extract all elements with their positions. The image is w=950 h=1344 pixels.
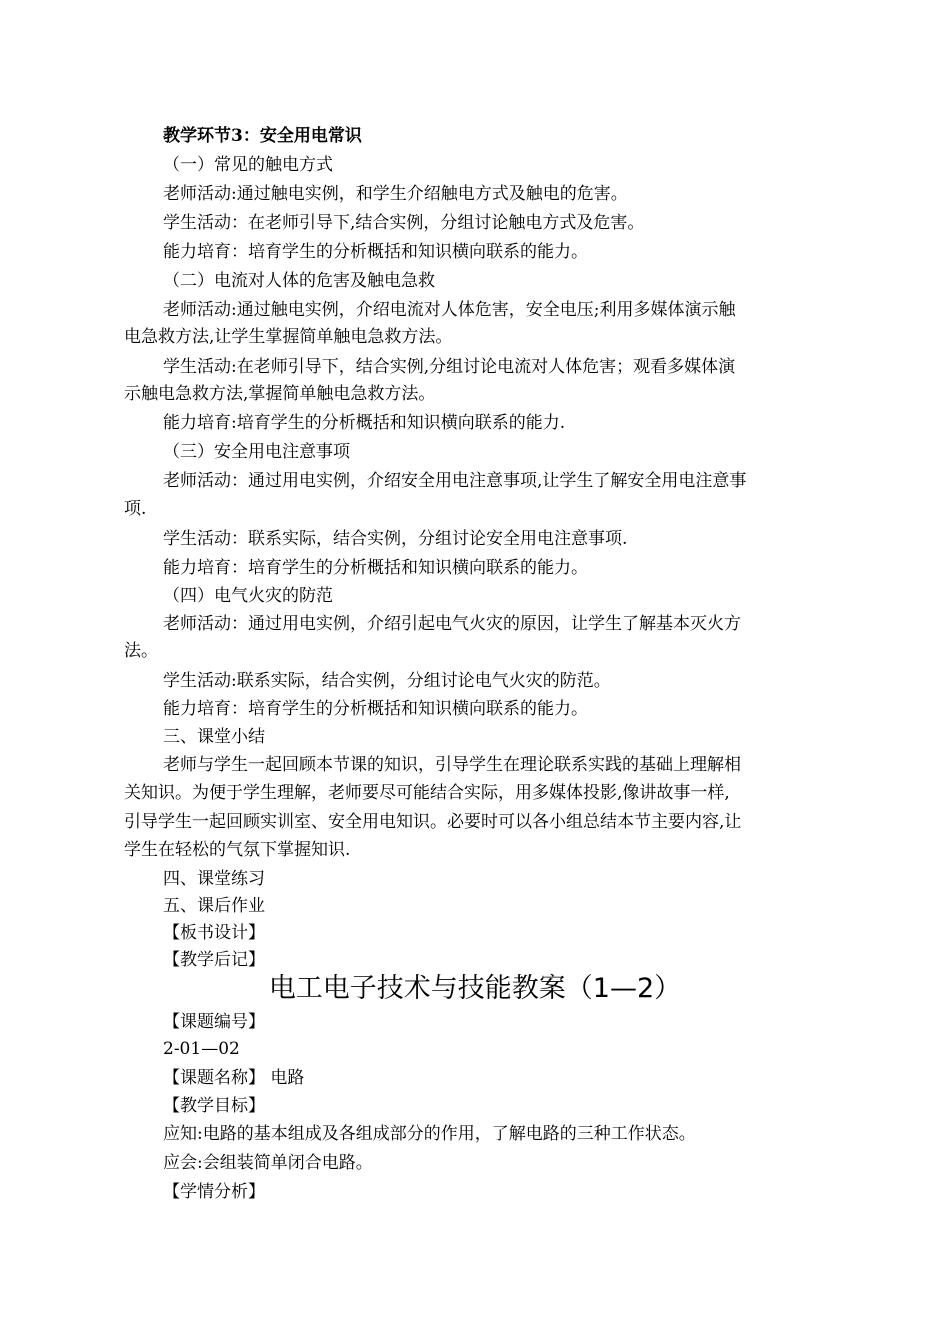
paragraph: 老师与学生一起回顾本节课的知识，引导学生在理论联系实践的基础上理解相 (163, 755, 741, 775)
paragraph: 老师活动:通过触电实例，介绍电流对人体危害，安全电压;利用多媒体演示触 (163, 300, 736, 320)
paragraph: 学生活动：联系实际，结合实例，分组讨论安全用电注意事项. (163, 529, 628, 549)
subsection-title: （一）常见的触电方式 (163, 155, 333, 175)
lesson-title: 电工电子技术与技能教案（1—2） (268, 973, 682, 1004)
section-label: 【教学目标】 (163, 1096, 265, 1116)
paragraph-continuation: 关知识。为便于学生理解，老师要尽可能结合实际，用多媒体投影,像讲故事一样, (124, 783, 730, 803)
paragraph: 能力培育：培育学生的分析概括和知识横向联系的能力。 (163, 699, 588, 719)
paragraph-continuation: 引导学生一起回顾实训室、安全用电知识。必要时可以各小组总结本节主要内容,让 (124, 812, 742, 832)
paragraph: 能力培育:培育学生的分析概括和知识横向联系的能力. (163, 413, 566, 433)
paragraph: 应会:会组装简单闭合电路。 (163, 1153, 373, 1173)
paragraph: 学生活动：在老师引导下,结合实例，分组讨论触电方式及危害。 (163, 213, 645, 233)
subsection-title: （四）电气火灾的防范 (163, 586, 333, 606)
section-title: 五、课后作业 (163, 896, 265, 916)
section-title: 三、课堂小结 (163, 727, 265, 747)
paragraph: 学生活动:在老师引导下，结合实例,分组讨论电流对人体危害；观看多媒体演 (163, 357, 736, 377)
section-title: 四、课堂练习 (163, 869, 265, 889)
paragraph: 老师活动：通过用电实例，介绍引起电气火灾的原因，让学生了解基本灭火方 (163, 614, 741, 634)
section-label: 【板书设计】 (163, 923, 265, 943)
paragraph-continuation: 项. (124, 499, 147, 519)
paragraph: 老师活动:通过触电实例，和学生介绍触电方式及触电的危害。 (163, 184, 628, 204)
section-label: 【课题编号】 (163, 1012, 265, 1032)
subsection-title: （二）电流对人体的危害及触电急救 (163, 271, 435, 291)
paragraph-continuation: 法。 (124, 641, 158, 661)
paragraph: 学生活动:联系实际，结合实例，分组讨论电气火灾的防范。 (163, 671, 611, 691)
paragraph: 应知:电路的基本组成及各组成部分的作用，了解电路的三种工作状态。 (163, 1124, 696, 1144)
section-label: 【学情分析】 (163, 1182, 265, 1202)
lesson-name: 【课题名称】 电路 (163, 1068, 305, 1088)
section-label: 【教学后记】 (163, 950, 265, 970)
paragraph: 能力培育：培育学生的分析概括和知识横向联系的能力。 (163, 558, 588, 578)
section-heading: 教学环节3：安全用电常识 (163, 126, 362, 146)
paragraph-continuation: 示触电急救方法,掌握简单触电急救方法。 (124, 384, 436, 404)
paragraph: 能力培育：培育学生的分析概括和知识横向联系的能力。 (163, 242, 588, 262)
lesson-id: 2-01—02 (163, 1039, 240, 1059)
paragraph: 老师活动：通过用电实例，介绍安全用电注意事项,让学生了解安全用电注意事 (163, 471, 747, 491)
subsection-title: （三）安全用电注意事项 (163, 442, 350, 462)
paragraph-continuation: 电急救方法,让学生掌握简单触电急救方法。 (124, 327, 453, 347)
paragraph-continuation: 学生在轻松的气氛下掌握知识. (124, 840, 351, 860)
